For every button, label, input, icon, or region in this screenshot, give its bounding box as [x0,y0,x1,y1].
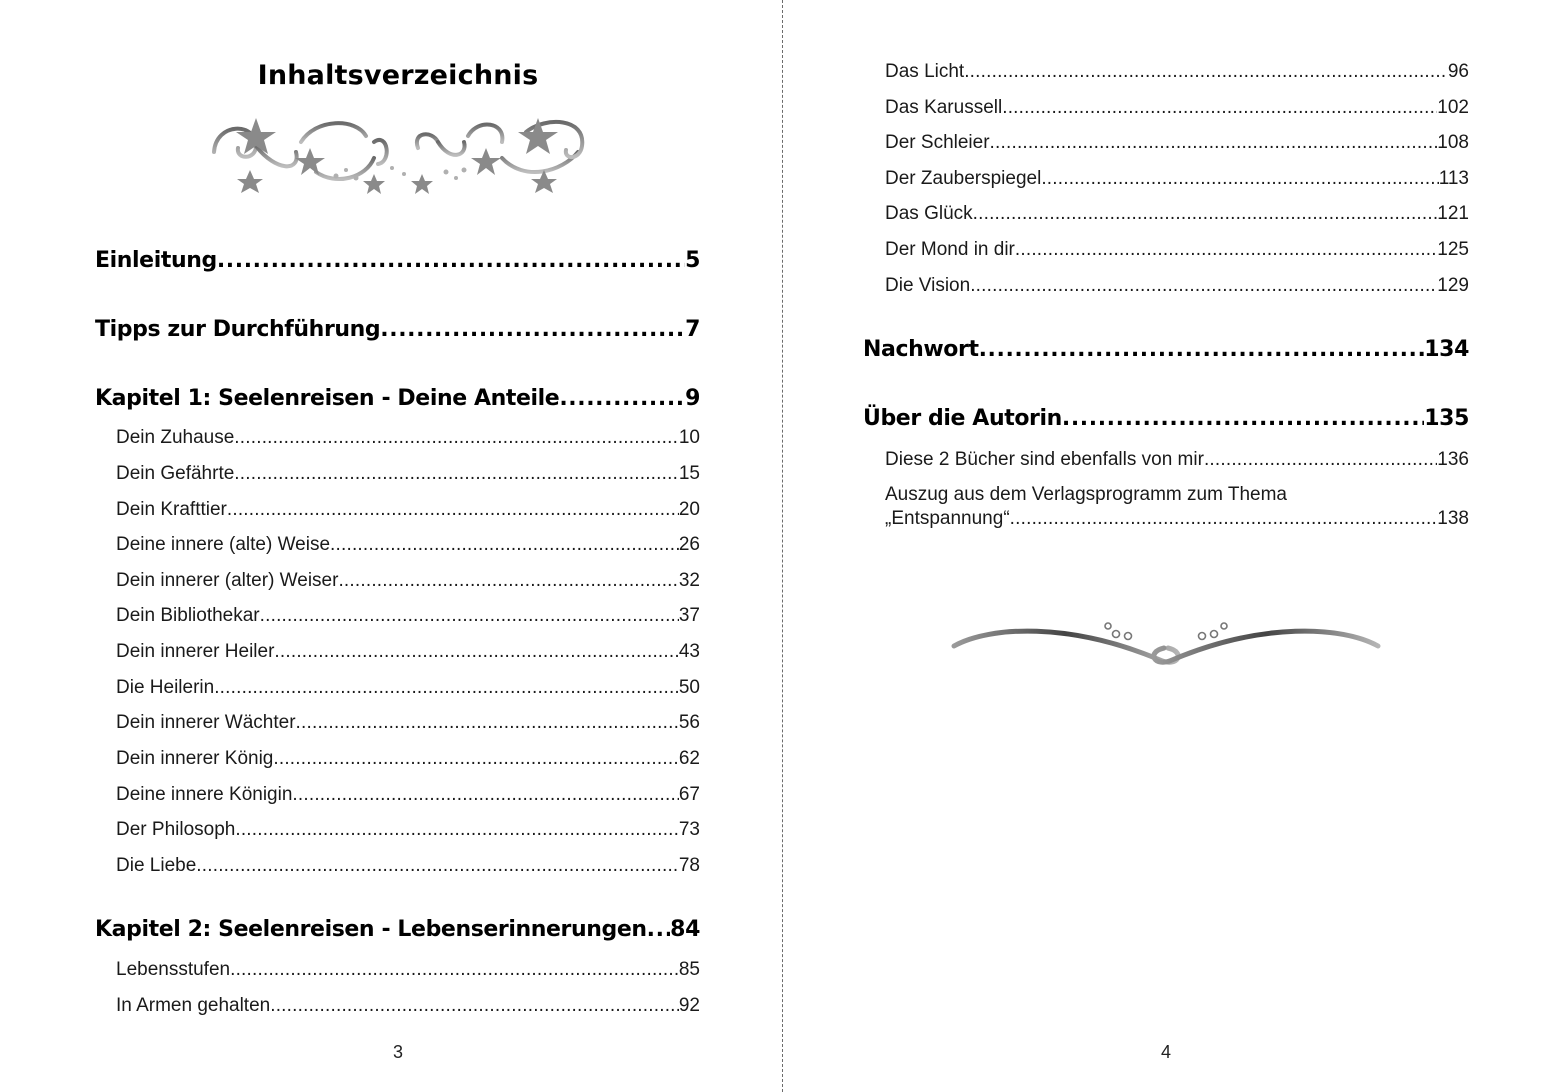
toc-entry-page: 7 [685,317,700,342]
toc-entry-label: Dein innerer König [116,748,274,769]
toc-entry-page: 67 [678,784,700,805]
page-number-left: 3 [392,1042,403,1062]
toc-entry[interactable] [885,61,1469,83]
toc-entry-label: Der Philosoph [116,819,236,840]
dot-leader [234,463,679,485]
dot-leader [559,386,685,411]
toc-entry[interactable] [116,641,700,663]
toc-entry-page: 50 [678,677,700,698]
toc-entry-page: 108 [1437,132,1469,153]
toc-entry-label: Die Vision [885,275,971,296]
dot-leader [296,712,679,734]
toc-entry-label: Das Licht [885,61,965,82]
toc-entry-page: 9 [685,386,700,411]
toc-entry-page: 37 [678,605,700,626]
toc-entry-ueber-die-autorin[interactable] [863,406,1469,431]
toc-entry-label: Dein Bibliothekar [116,605,260,626]
toc-entry-kapitel-2[interactable] [95,917,700,942]
toc-entry-label: Lebensstufen [116,959,231,980]
dot-leader [647,917,671,942]
toc-entry[interactable] [885,275,1469,297]
toc-entry-page: 136 [1437,449,1469,470]
toc-entry[interactable] [116,677,700,699]
toc-entry-label: Deine innere Königin [116,784,293,805]
toc-entry-page: 20 [678,499,700,520]
toc-entry-page: 134 [1424,337,1469,362]
dot-leader [214,677,679,699]
toc-entry-page: 73 [678,819,700,840]
toc-entry-tipps[interactable] [95,317,700,342]
dot-leader [1041,168,1438,190]
toc-entry-page: 43 [678,641,700,662]
toc-entry-label: Der Schleier [885,132,990,153]
dot-leader [990,132,1438,154]
toc-entry[interactable] [885,97,1469,119]
toc-entry-label: Das Glück [885,203,973,224]
toc-entry-label: Diese 2 Bücher sind ebenfalls von mir [885,449,1204,470]
toc-entry[interactable] [116,819,700,841]
toc-entry-page: 92 [678,995,700,1016]
toc-entry-page: 102 [1437,97,1469,118]
toc-entry[interactable] [116,463,700,485]
toc-entry[interactable] [885,508,1469,530]
page-number-right: 4 [1160,1042,1171,1062]
dot-leader [270,995,679,1017]
toc-entry-label: Der Zauberspiegel [885,168,1042,189]
toc-entry-label: Dein Zuhause [116,427,235,448]
toc-entry-label: Tipps zur Durchführung [95,317,381,342]
toc-entry[interactable] [885,168,1469,190]
dot-leader [973,203,1438,225]
toc-entry-einleitung[interactable] [95,248,700,273]
toc-entry[interactable] [116,855,700,877]
toc-entry-page: 129 [1437,275,1469,296]
toc-entry-label: Die Heilerin [116,677,215,698]
dot-leader [1010,508,1438,530]
dot-leader [260,605,679,627]
dot-leader [338,570,678,592]
dot-leader [196,855,679,877]
toc-entry[interactable] [116,427,700,449]
dot-leader [1062,406,1424,431]
toc-entry-label: Dein Gefährte [116,463,235,484]
toc-entry[interactable] [885,203,1469,225]
toc-entry[interactable] [885,132,1469,154]
dot-leader [1002,97,1437,119]
toc-entry-label: „Entspannung“ [885,508,1010,529]
toc-entry[interactable] [116,748,700,770]
stars-swirls-ornament-icon [206,112,590,198]
toc-entry-page: 96 [1447,61,1469,82]
toc-entry[interactable] [116,959,700,981]
toc-entry[interactable] [885,449,1469,471]
dot-leader [227,499,679,521]
toc-entry-label: Über die Autorin [863,406,1062,431]
toc-title: Inhaltsverzeichnis [257,60,539,91]
toc-entry-page: 56 [678,712,700,733]
toc-entry-page: 5 [685,248,700,273]
dot-leader [292,784,678,806]
toc-entry-page: 125 [1437,239,1469,260]
toc-entry-nachwort[interactable] [863,337,1469,362]
toc-entry-page: 113 [1438,168,1469,189]
toc-entry[interactable] [116,534,700,556]
toc-entry[interactable] [116,712,700,734]
toc-entry-label: Der Mond in dir [885,239,1015,260]
right-page [784,0,1565,1092]
toc-entry-page: 62 [678,748,700,769]
toc-entry-line1: Auszug aus dem Verlagsprogramm zum Thema [885,484,1287,505]
toc-entry[interactable] [116,605,700,627]
toc-entry-page: 135 [1424,406,1469,431]
dot-leader [1015,239,1437,261]
toc-entry-label: Nachwort [863,337,979,362]
toc-entry-label: Kapitel 1: Seelenreisen - Deine Anteile [95,386,560,411]
dot-leader [964,61,1448,83]
toc-entry-kapitel-1[interactable] [95,386,700,411]
toc-entry-page: 138 [1437,508,1469,529]
toc-entry-label: Dein Krafttier [116,499,227,520]
toc-entry[interactable] [116,570,700,592]
toc-entry-label: Dein innerer (alter) Weiser [116,570,339,591]
dot-leader [230,959,679,981]
toc-entry-page: 84 [670,917,700,942]
toc-entry-page: 85 [678,959,700,980]
toc-entry-label: Einleitung [95,248,217,273]
toc-entry-label: Das Karussell [885,97,1003,118]
toc-entry-page: 26 [678,534,700,555]
toc-entry-label: Dein innerer Wächter [116,712,296,733]
dot-leader [979,337,1425,362]
toc-entry[interactable] [116,784,700,806]
dot-leader [234,427,679,449]
dot-leader [330,534,679,556]
toc-entry[interactable] [885,239,1469,261]
toc-entry-label: Die Liebe [116,855,197,876]
toc-entry-label: In Armen gehalten [116,995,271,1016]
dot-leader [235,819,679,841]
toc-entry-page: 10 [678,427,700,448]
dot-leader [1204,449,1437,471]
dot-leader [217,248,685,273]
toc-entry-label: Kapitel 2: Seelenreisen - Lebenserinnerungen [95,917,647,942]
swirl-divider-ornament-icon [950,612,1382,670]
toc-entry-label: Deine innere (alte) Weise [116,534,331,555]
toc-entry-page: 32 [678,570,700,591]
toc-entry-page: 121 [1437,203,1469,224]
dot-leader [970,275,1437,297]
dot-leader [273,748,678,770]
dot-leader [380,317,685,342]
toc-entry[interactable] [116,499,700,521]
toc-entry[interactable] [116,995,700,1017]
toc-entry-label: Dein innerer Heiler [116,641,275,662]
toc-entry-page: 78 [678,855,700,876]
toc-entry-page: 15 [678,463,700,484]
dot-leader [274,641,678,663]
